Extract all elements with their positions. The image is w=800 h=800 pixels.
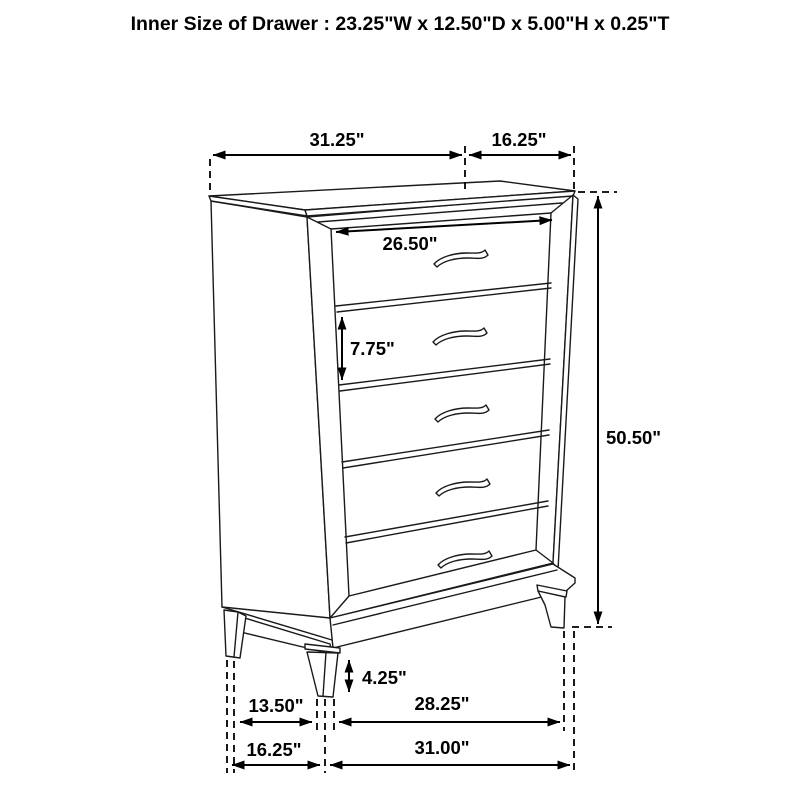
chest-drawing [209, 181, 578, 697]
dim-label-top-depth: 16.25" [491, 129, 547, 150]
dim-label-drawer-face-height: 7.75" [350, 338, 395, 359]
dim-label-base-depth: 16.25" [246, 739, 302, 760]
dim-label-drawer-inner-width: 26.50" [382, 233, 438, 254]
dim-label-top-width: 31.25" [309, 129, 365, 150]
chest-leg-front-left [307, 652, 338, 697]
page-title: Inner Size of Drawer : 23.25"W x 12.50"D x 5.00"H x 0.25"T [130, 13, 670, 35]
chest-leg-front-right [538, 591, 565, 628]
dim-label-base-width: 31.00" [414, 737, 470, 758]
dim-label-leg-span-front: 28.25" [414, 693, 470, 714]
dim-label-overall-height: 50.50" [606, 427, 662, 448]
dim-label-leg-height: 4.25" [362, 667, 407, 688]
dim-label-leg-span-side: 13.50" [248, 695, 304, 716]
